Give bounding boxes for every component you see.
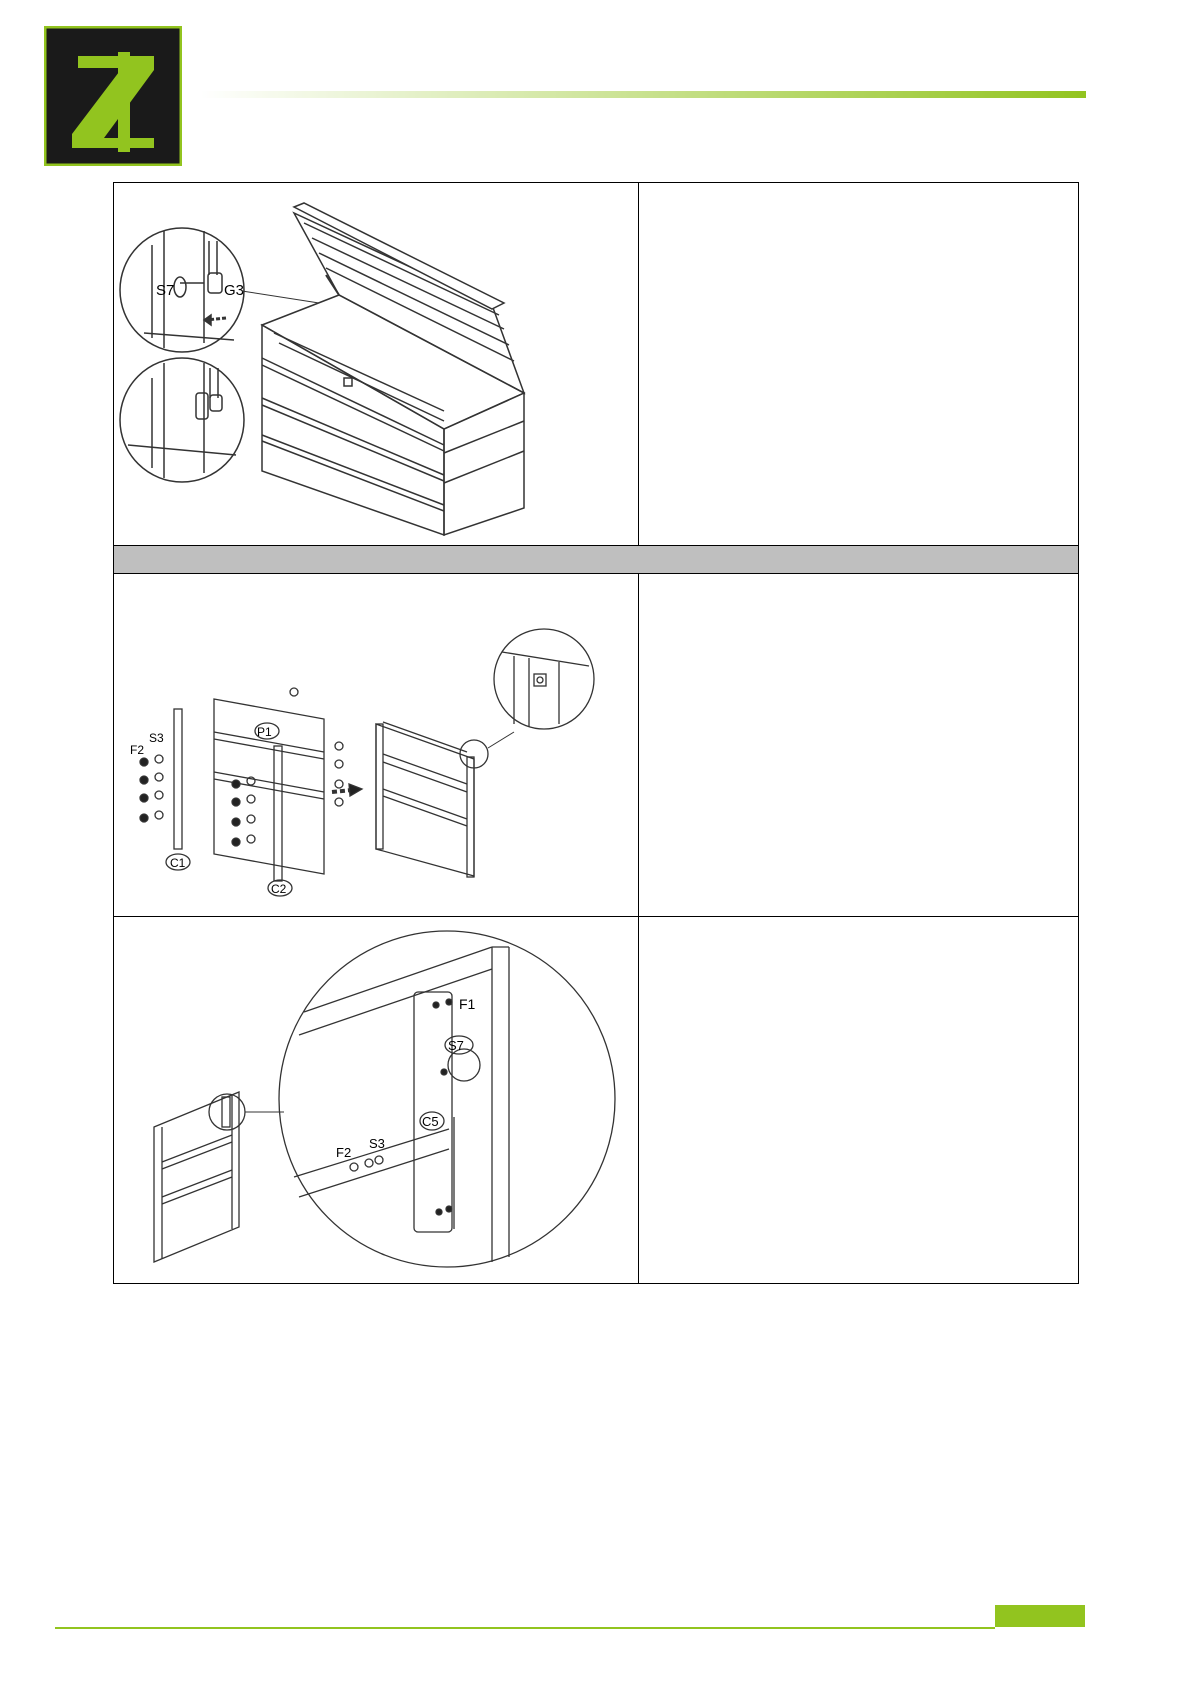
step-illustration-panel	[114, 574, 639, 917]
callout-f2: F2	[130, 743, 145, 757]
callout-c1: C1	[170, 856, 186, 870]
step-row	[114, 183, 1079, 546]
assembly-steps-table	[113, 182, 1079, 1284]
step-instructions	[639, 183, 1079, 546]
header-accent-line	[200, 91, 1086, 98]
page-number-tab	[995, 1605, 1085, 1627]
footer-accent-line	[55, 1627, 995, 1629]
callout-f1: F1	[459, 996, 476, 1012]
callout-s7: S7	[448, 1038, 464, 1053]
step-instructions	[639, 917, 1079, 1284]
callout-c2: C2	[271, 882, 287, 896]
callout-p1: P1	[257, 725, 272, 739]
callout-s3: S3	[369, 1136, 385, 1151]
step-row	[114, 574, 1079, 917]
callout-f2: F2	[336, 1145, 352, 1160]
section-bar	[114, 546, 1079, 574]
step-illustration-hinge	[114, 183, 639, 546]
brand-logo	[44, 26, 182, 166]
step-illustration-bracket	[114, 917, 639, 1284]
step-row	[114, 917, 1079, 1284]
step-instructions	[639, 574, 1079, 917]
callout-s3: S3	[149, 731, 164, 745]
callout-s7: S7	[156, 282, 175, 299]
callout-g3: G3	[224, 282, 245, 299]
callout-c5: C5	[422, 1114, 439, 1129]
